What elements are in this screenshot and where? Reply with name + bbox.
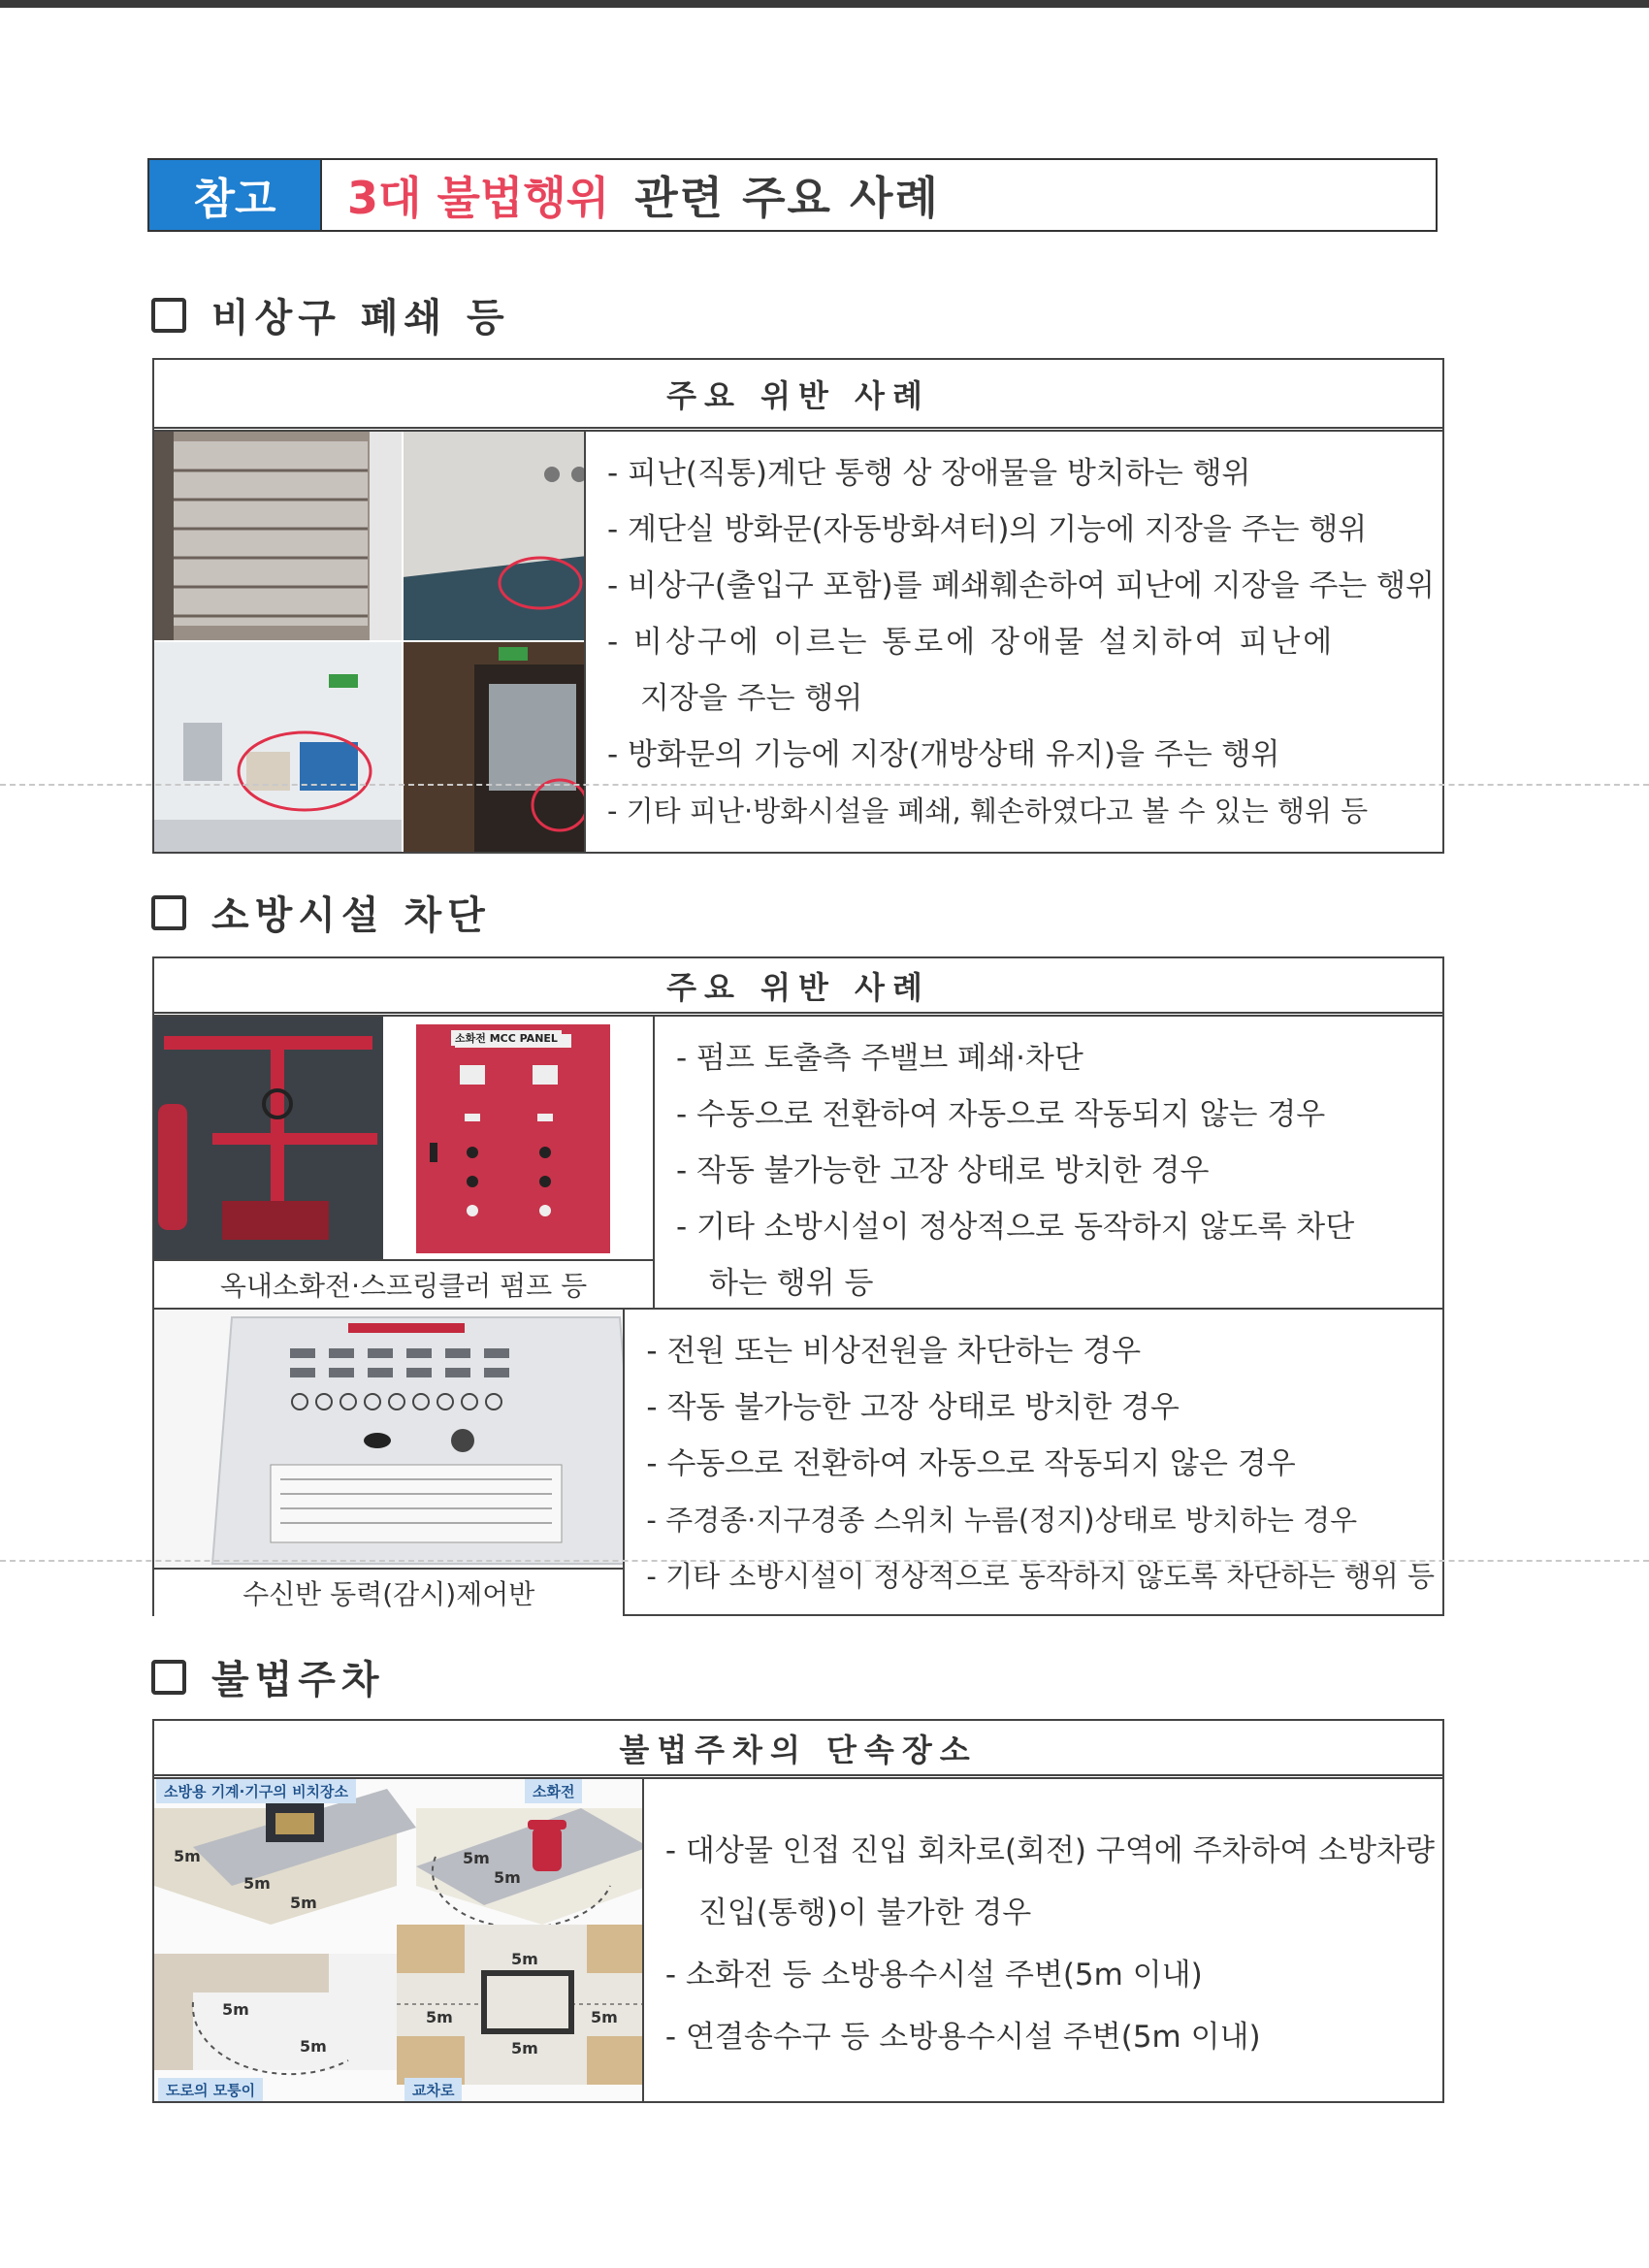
distance-label: 5m bbox=[511, 2039, 538, 2057]
parking-diagram bbox=[154, 1779, 644, 2101]
violation-list bbox=[644, 1779, 1442, 2101]
panel-label: 소화전 MCC PANEL bbox=[451, 1030, 562, 1046]
scan-fold-line bbox=[0, 784, 1649, 786]
list-item: - 주경종·지구경종 스위치 누름(정지)상태로 방치하는 경우 bbox=[646, 1492, 1435, 1548]
section-heading-fire-facility bbox=[151, 885, 491, 940]
list-item: - 전원 또는 비상전원을 차단하는 경우 bbox=[646, 1323, 1435, 1379]
table-fire-facility bbox=[152, 956, 1444, 1616]
title-highlight: 3대 불법행위 bbox=[347, 172, 610, 224]
list-item: - 비상구(출입구 포함)를 폐쇄훼손하여 피난에 지장을 주는 행위 bbox=[607, 558, 1435, 614]
list-item: - 대상물 인접 진입 회차로(회전) 구역에 주차하여 소방차량 bbox=[665, 1820, 1435, 1882]
checkbox-icon bbox=[151, 298, 186, 333]
distance-label: 5m bbox=[426, 2008, 453, 2026]
panel-photo-cell bbox=[154, 1310, 625, 1616]
hydrant-label: 소화전 bbox=[525, 1779, 582, 1803]
list-item: - 기타 소방시설이 정상적으로 동작하지 않도록 차단 bbox=[676, 1199, 1435, 1255]
list-item: - 방화문의 기능에 지장(개방상태 유지)을 주는 행위 bbox=[607, 727, 1435, 783]
list-item-continued: 하는 행위 등 bbox=[709, 1266, 874, 1301]
list-item: - 작동 불가능한 고장 상태로 방치한 경우 bbox=[676, 1143, 1435, 1199]
list-item: - 펌프 토출측 주밸브 폐쇄·차단 bbox=[676, 1030, 1435, 1086]
corner-label: 도로의 모퉁이 bbox=[158, 2078, 263, 2101]
storage-label: 소방용 기계·기구의 비치장소 bbox=[156, 1779, 356, 1803]
scan-fold-line bbox=[0, 1560, 1649, 1562]
photo-caption: 수신반 동력(감시)제어반 bbox=[154, 1568, 623, 1616]
pump-photo-cell bbox=[154, 1017, 655, 1308]
page-header bbox=[147, 158, 1438, 232]
list-item: - 계단실 방화문(자동방화셔터)의 기능에 지장을 주는 행위 bbox=[607, 502, 1435, 558]
distance-label: 5m bbox=[222, 2000, 249, 2019]
violation-list bbox=[586, 432, 1442, 852]
list-item: - 비상구에 이르는 통로에 장애물 설치하여 피난에 bbox=[607, 614, 1435, 670]
intersection-label: 교차로 bbox=[404, 2078, 462, 2101]
section-title: 소방시설 차단 bbox=[211, 893, 491, 938]
checkbox-icon bbox=[151, 1660, 186, 1695]
page-title bbox=[320, 160, 1436, 230]
distance-label: 5m bbox=[243, 1874, 271, 1893]
distance-label: 5m bbox=[591, 2008, 618, 2026]
scan-edge bbox=[0, 0, 1649, 8]
distance-label: 5m bbox=[463, 1849, 490, 1867]
section-heading-illegal-parking bbox=[151, 1649, 385, 1704]
checkbox-icon bbox=[151, 895, 186, 930]
section-title: 비상구 폐쇄 등 bbox=[211, 296, 510, 340]
table-illegal-parking bbox=[152, 1719, 1444, 2103]
distance-label: 5m bbox=[290, 1894, 317, 1912]
control-panel-photo bbox=[154, 1310, 625, 1570]
list-item: - 연결송수구 등 소방용수시설 주변(5m 이내) bbox=[665, 2006, 1435, 2068]
table-header: 주요 위반 사례 bbox=[154, 958, 1442, 1017]
distance-label: 5m bbox=[300, 2037, 327, 2056]
table-header: 주요 위반 사례 bbox=[154, 360, 1442, 432]
violation-list bbox=[625, 1310, 1442, 1616]
distance-label: 5m bbox=[174, 1847, 201, 1865]
violation-list bbox=[655, 1017, 1442, 1308]
title-rest: 관련 주요 사례 bbox=[634, 172, 940, 224]
list-item: - 작동 불가능한 고장 상태로 방치한 경우 bbox=[646, 1379, 1435, 1436]
list-item-continued: 지장을 주는 행위 bbox=[639, 681, 863, 716]
parking-zone-diagram bbox=[154, 1779, 644, 2101]
list-item: - 기타 피난·방화시설을 폐쇄, 훼손하였다고 볼 수 있는 행위 등 bbox=[607, 783, 1435, 839]
list-item: - 수동으로 전환하여 자동으로 작동되지 않은 경우 bbox=[646, 1436, 1435, 1492]
list-item: - 기타 소방시설이 정상적으로 동작하지 않도록 차단하는 행위 등 bbox=[646, 1548, 1435, 1604]
list-item-continued: 진입(통행)이 불가한 경우 bbox=[697, 1895, 1032, 1930]
list-item: - 소화전 등 소방용수시설 주변(5m 이내) bbox=[665, 1944, 1435, 2006]
table-header: 불법주차의 단속장소 bbox=[154, 1721, 1442, 1779]
list-item: - 피난(직통)계단 통행 상 장애물을 방치하는 행위 bbox=[607, 445, 1435, 502]
reference-tag: 참고 bbox=[149, 160, 320, 230]
table-emergency-exit bbox=[152, 358, 1444, 854]
list-item: - 수동으로 전환하여 자동으로 작동되지 않는 경우 bbox=[676, 1086, 1435, 1143]
emergency-exit-photos bbox=[154, 432, 586, 852]
section-heading-emergency-exit bbox=[151, 287, 510, 342]
distance-label: 5m bbox=[511, 1950, 538, 1968]
photo-collage bbox=[154, 432, 586, 852]
section-title: 불법주차 bbox=[211, 1658, 385, 1702]
pump-photos bbox=[154, 1017, 655, 1261]
photo-caption: 옥내소화전·스프링클러 펌프 등 bbox=[154, 1259, 653, 1308]
distance-label: 5m bbox=[494, 1868, 521, 1887]
